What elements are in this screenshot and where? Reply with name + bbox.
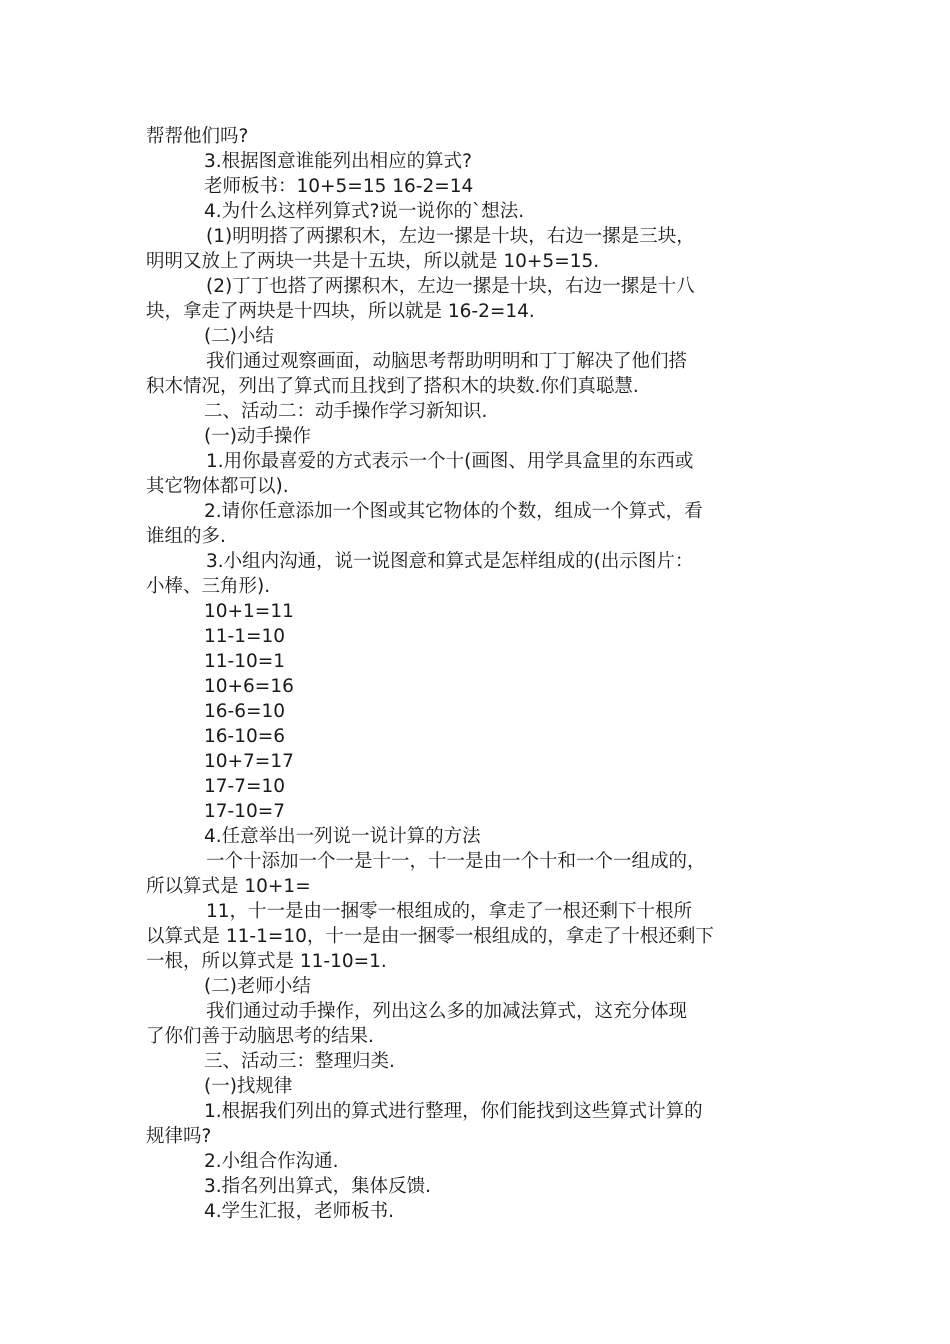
text-line: 明明又放上了两块一共是十五块，所以就是 10+5=15.	[146, 251, 600, 272]
text-line: 2.请你任意添加一个图或其它物体的个数，组成一个算式，看	[204, 501, 703, 522]
text-line: 2.小组合作沟通.	[204, 1151, 339, 1172]
text-line: 11，十一是由一捆零一根组成的，拿走了一根还剩下十根所	[206, 901, 693, 922]
text-line: 三、活动三：整理归类.	[204, 1051, 395, 1072]
text-line: 所以算式是 10+1=	[146, 876, 311, 897]
text-line: 了你们善于动脑思考的结果.	[146, 1026, 374, 1047]
text-line: (1)明明搭了两摞积木，左边一摞是十块，右边一摞是三块，	[206, 226, 695, 247]
text-line: 其它物体都可以).	[146, 476, 289, 497]
document-body	[146, 124, 814, 1224]
text-line: 10+6=16	[204, 676, 294, 697]
text-line: (一)动手操作	[204, 426, 311, 447]
text-line: (二)老师小结	[204, 976, 311, 997]
text-line: 规律吗?	[146, 1126, 212, 1147]
text-line: 一个十添加一个一是十一，十一是由一个十和一个一组成的，	[206, 851, 706, 872]
text-line: 1.根据我们列出的算式进行整理，你们能找到这些算式计算的	[204, 1101, 703, 1122]
text-line: 以算式是 11-1=10，十一是由一捆零一根组成的，拿走了十根还剩下	[146, 926, 714, 947]
text-line: (二)小结	[204, 326, 274, 347]
text-line: 二、活动二：动手操作学习新知识.	[204, 401, 488, 422]
text-line: 10+1=11	[204, 601, 294, 622]
text-line: 块，拿走了两块是十四块，所以就是 16-2=14.	[146, 301, 535, 322]
text-line: 3.根据图意谁能列出相应的算式?	[204, 151, 472, 172]
text-line: 我们通过观察画面，动脑思考帮助明明和丁丁解决了他们搭	[206, 351, 688, 372]
text-line: 4.学生汇报，老师板书.	[204, 1201, 395, 1222]
text-line: 11-1=10	[204, 626, 286, 647]
text-line: 积木情况，列出了算式而且找到了搭积木的块数.你们真聪慧.	[146, 376, 639, 397]
text-line: 小棒、三角形).	[146, 576, 271, 597]
text-line: (一)找规律	[204, 1076, 293, 1097]
text-line: 17-10=7	[204, 801, 286, 822]
text-line: 3.指名列出算式，集体反馈.	[204, 1176, 432, 1197]
text-line: (2)丁丁也搭了两摞积木，左边一摞是十块，右边一摞是十八	[206, 276, 695, 297]
text-line: 3.小组内沟通，说一说图意和算式是怎样组成的(出示图片：	[206, 551, 694, 572]
text-line: 16-6=10	[204, 701, 286, 722]
text-line: 老师板书：10+5=15 16-2=14	[204, 176, 474, 197]
text-line: 16-10=6	[204, 726, 286, 747]
text-line: 一根，所以算式是 11-10=1.	[146, 951, 387, 972]
text-line: 4.为什么这样列算式?说一说你的`想法.	[204, 201, 525, 222]
text-line: 4.任意举出一列说一说计算的方法	[204, 826, 481, 847]
text-line: 17-7=10	[204, 776, 286, 797]
text-line: 帮帮他们吗?	[146, 126, 249, 147]
text-line: 1.用你最喜爱的方式表示一个十(画图、用学具盒里的东西或	[206, 451, 694, 472]
text-line: 10+7=17	[204, 751, 294, 772]
text-line: 谁组的多.	[146, 526, 226, 547]
text-line: 11-10=1	[204, 651, 286, 672]
text-line: 我们通过动手操作，列出这么多的加减法算式，这充分体现	[206, 1001, 688, 1022]
